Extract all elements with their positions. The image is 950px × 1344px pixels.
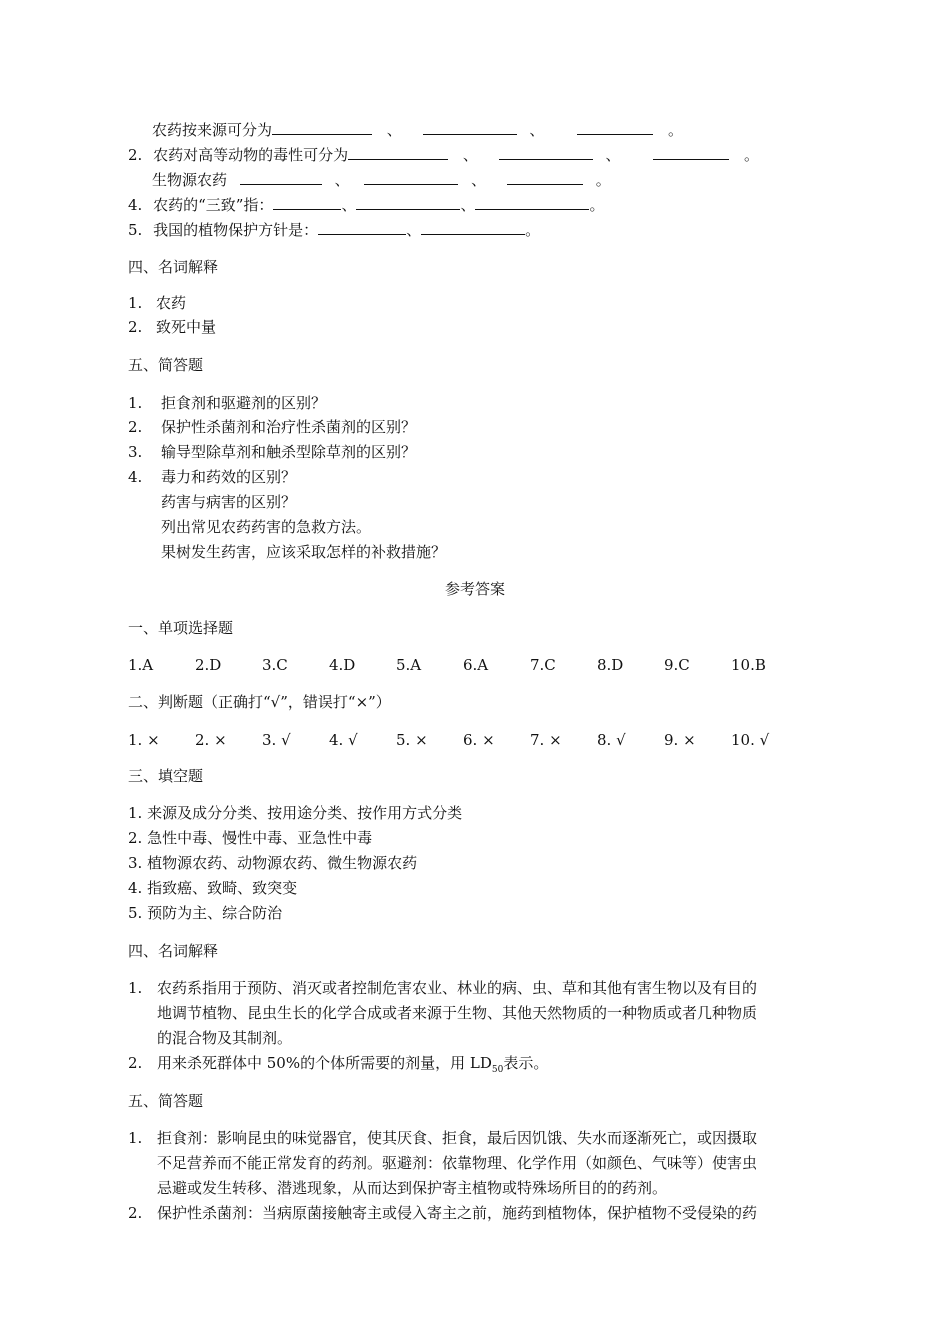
q-num: 2.: [128, 146, 143, 164]
mc-answer: 2.D: [195, 656, 222, 674]
blank-line[interactable]: [356, 195, 460, 210]
answer-text-line: 保护性杀菌剂：当病原菌接触寄主或侵入寄主之前，施药到植物体，保护植物不受侵染的药: [157, 1204, 758, 1222]
blank-line[interactable]: [499, 145, 593, 160]
mc-answer: 9.C: [664, 656, 690, 674]
item-text: 拒食剂和驱避剂的区别？: [161, 394, 327, 412]
blank-line[interactable]: [272, 120, 372, 135]
fill-answer: 3. 植物源农药、动物源农药、微生物源农药: [128, 854, 418, 872]
answer-text-line: 的混合物及其制剂。: [157, 1029, 293, 1047]
item-text: 致死中量: [156, 318, 217, 336]
fill-q5: [128, 220, 540, 239]
section-heading: 一、单项选择题: [128, 619, 234, 637]
item-num: 2.: [128, 1204, 143, 1222]
answers-title: 参考答案: [444, 580, 505, 598]
fill-answer: 5. 预防为主、综合防治: [128, 904, 283, 922]
item-num: 3.: [128, 443, 143, 461]
list-item: 果树发生药害，应该采取怎样的补救措施？: [161, 543, 447, 561]
end: 。: [667, 121, 683, 139]
item-num: 2.: [128, 1054, 143, 1072]
term2-text: 用来杀死群体中 50%的个体所需要的剂量，用 LD: [157, 1054, 492, 1072]
item-num: 1.: [128, 979, 143, 997]
item-text: 农药: [156, 294, 187, 312]
answer-text-line: [157, 1054, 548, 1079]
subscript: 50: [491, 1065, 504, 1075]
item-num: 1.: [128, 294, 143, 312]
fill-q5-text: 我国的植物保护方针是：: [153, 221, 319, 239]
blank-line[interactable]: [475, 195, 589, 210]
mc-answers-row: [0, 656, 950, 674]
list-item: [128, 318, 217, 336]
sep: 、: [386, 121, 402, 139]
sep: 、: [334, 171, 350, 189]
item-num: 1.: [128, 394, 143, 412]
item-text: 毒力和药效的区别？: [161, 468, 297, 486]
tf-answers-row: [0, 731, 950, 749]
blank-line[interactable]: [577, 120, 653, 135]
mc-answer: 6.A: [463, 656, 489, 674]
item-num: 2.: [128, 318, 143, 336]
list-item: [128, 294, 187, 312]
item-text: 输导型除草剂和触杀型除草剂的区别？: [161, 443, 417, 461]
list-item: [128, 418, 417, 436]
answer-text-line: 忌避或发生转移、潜逃现象，从而达到保护寄主植物或特殊场所目的的药剂。: [157, 1179, 668, 1197]
section-heading: 四、名词解释: [128, 942, 219, 960]
blank-line[interactable]: [273, 195, 341, 210]
answer-text-line: 地调节植物、昆虫生长的化学合成或者来源于生物、其他天然物质的一种物质或者几种物质: [157, 1004, 758, 1022]
section-heading: 五、简答题: [128, 356, 204, 374]
tf-answer: 9. ×: [664, 731, 696, 749]
fill-q4-text: 农药的“三致”指：: [153, 196, 274, 214]
tf-answer: 6. ×: [463, 731, 495, 749]
item-num: 4.: [128, 468, 143, 486]
answer-text-line: 农药系指用于预防、消灭或者控制危害农业、林业的病、虫、草和其他有害生物以及有目的: [157, 979, 758, 997]
blank-line[interactable]: [348, 145, 448, 160]
tf-answer: 2. ×: [195, 731, 227, 749]
fill-q1: [152, 120, 683, 139]
end: 。: [525, 221, 541, 239]
sep: 、: [471, 171, 487, 189]
tf-answer: 5. ×: [396, 731, 428, 749]
fill-q2: [128, 145, 759, 164]
section-heading: 四、名词解释: [128, 258, 219, 276]
tf-answer: 4. √: [329, 731, 358, 749]
fill-answer: 2. 急性中毒、慢性中毒、亚急性中毒: [128, 829, 373, 847]
fill-q3-text: 生物源农药: [152, 171, 228, 189]
fill-answer: 4. 指致癌、致畸、致突变: [128, 879, 298, 897]
blank-line[interactable]: [653, 145, 729, 160]
section-heading: 三、填空题: [128, 767, 204, 785]
sep: 、: [460, 196, 476, 214]
list-item: [128, 468, 297, 486]
sep: 、: [605, 146, 621, 164]
tf-answer: 3. √: [262, 731, 291, 749]
section-heading: 二、判断题（正确打“√”，错误打“×”）: [128, 693, 391, 711]
item-text: 保护性杀菌剂和治疗性杀菌剂的区别？: [161, 418, 417, 436]
mc-answer: 10.B: [731, 656, 766, 674]
blank-line[interactable]: [507, 170, 583, 185]
fill-answer: 1. 来源及成分分类、按用途分类、按作用方式分类: [128, 804, 463, 822]
q-num: 5.: [128, 221, 143, 239]
fill-q3: [152, 170, 611, 189]
blank-line[interactable]: [318, 220, 406, 235]
list-item: 列出常见农药药害的急救方法。: [161, 518, 372, 536]
blank-line[interactable]: [421, 220, 525, 235]
term2-tail: 表示。: [503, 1054, 549, 1072]
blank-line[interactable]: [364, 170, 458, 185]
item-num: 1.: [128, 1129, 143, 1147]
sep: 、: [341, 196, 357, 214]
sep: 、: [462, 146, 478, 164]
end: 。: [589, 196, 605, 214]
tf-answer: 8. √: [597, 731, 626, 749]
mc-answer: 3.C: [262, 656, 288, 674]
blank-line[interactable]: [240, 170, 322, 185]
mc-answer: 4.D: [329, 656, 356, 674]
mc-answer: 1.A: [128, 656, 154, 674]
list-item: 药害与病害的区别？: [161, 493, 297, 511]
answer-text-line: 不足营养而不能正常发育的药剂。驱避剂：依靠物理、化学作用（如颜色、气味等）使害虫: [157, 1154, 758, 1172]
tf-answer: 10. √: [731, 731, 770, 749]
item-num: 2.: [128, 418, 143, 436]
tf-answer: 7. ×: [530, 731, 562, 749]
mc-answer: 7.C: [530, 656, 556, 674]
tf-answer: 1. ×: [128, 731, 160, 749]
section-heading: 五、简答题: [128, 1092, 204, 1110]
mc-answer: 5.A: [396, 656, 422, 674]
sep: 、: [406, 221, 422, 239]
sep: 、: [529, 121, 545, 139]
end: 。: [744, 146, 760, 164]
fill-q2-text: 农药对高等动物的毒性可分为: [153, 146, 349, 164]
q-num: 4.: [128, 196, 143, 214]
fill-q4: [128, 195, 604, 214]
list-item: [128, 394, 327, 412]
mc-answer: 8.D: [597, 656, 624, 674]
list-item: [128, 443, 417, 461]
end: 。: [595, 171, 611, 189]
fill-q1-text: 农药按来源可分为: [152, 121, 273, 139]
blank-line[interactable]: [423, 120, 517, 135]
answer-text-line: 拒食剂：影响昆虫的味觉器官，使其厌食、拒食，最后因饥饿、失水而逐渐死亡，或因摄取: [157, 1129, 758, 1147]
